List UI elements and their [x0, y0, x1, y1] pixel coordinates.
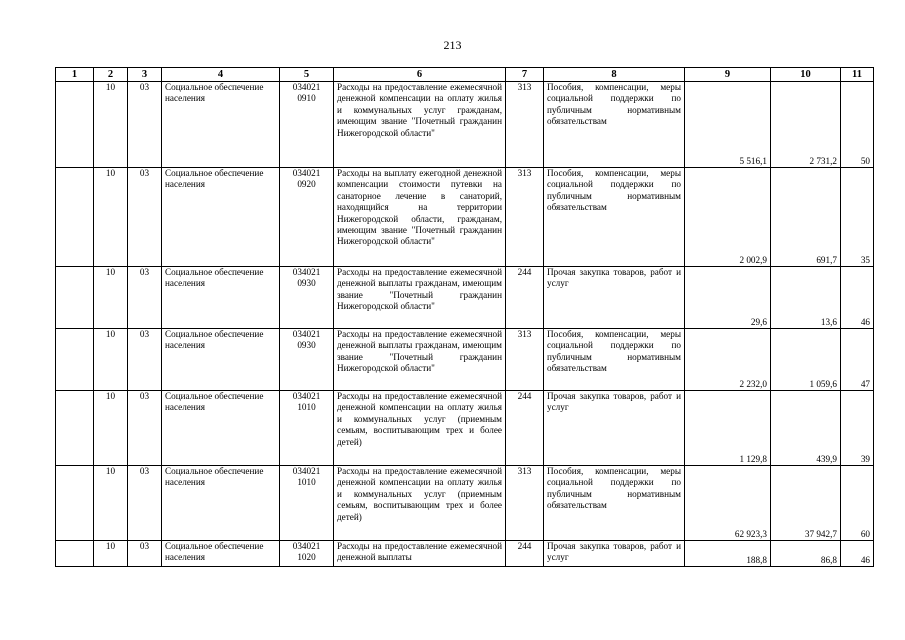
cell-section: 10 — [94, 82, 128, 168]
cell-section-name: Социальное обеспечение населения — [162, 267, 280, 329]
target-code-part2: 1010 — [297, 477, 316, 488]
page-number: 213 — [443, 38, 462, 52]
cell-expense-type: 313 — [506, 82, 544, 168]
cell-expense-type: 244 — [506, 391, 544, 466]
target-code-part2: 0930 — [297, 278, 316, 289]
cell-col1 — [56, 466, 94, 541]
cell-section-name: Социальное обеспечение населения — [162, 329, 280, 391]
target-code-part2: 1020 — [297, 552, 316, 563]
cell-target-code — [280, 466, 334, 541]
cell-expense-type: 313 — [506, 168, 544, 267]
table-row — [56, 466, 874, 541]
target-code-part1: 034021 — [292, 82, 321, 92]
cell-expense-name: Пособия, компенсации, меры социальной поддержки по публичным нормативным обязательствам — [544, 466, 685, 541]
cell-percent: 39 — [841, 391, 874, 466]
column-header: 1 — [56, 68, 94, 82]
cell-actual-amount: 691,7 — [771, 168, 841, 267]
cell-section: 10 — [94, 391, 128, 466]
column-header: 2 — [94, 68, 128, 82]
cell-expense-name: Прочая закупка товаров, работ и услуг — [544, 391, 685, 466]
cell-target-code — [280, 168, 334, 267]
target-code-part2: 1010 — [297, 402, 316, 413]
cell-plan-amount: 188,8 — [685, 541, 771, 567]
cell-section: 10 — [94, 267, 128, 329]
cell-subsection: 03 — [128, 329, 162, 391]
cell-col1 — [56, 329, 94, 391]
cell-col1 — [56, 541, 94, 567]
target-code-part1: 034021 — [292, 466, 321, 476]
cell-col1 — [56, 391, 94, 466]
cell-description: Расходы на предоставление ежемесячной денежной выплаты гражданам, имеющим звание "Почетный гражданин Нижегородской области" — [334, 329, 506, 391]
cell-subsection: 03 — [128, 168, 162, 267]
target-code-part1: 034021 — [292, 391, 321, 401]
cell-section: 10 — [94, 466, 128, 541]
cell-target-code — [280, 391, 334, 466]
table-row — [56, 168, 874, 267]
table-row — [56, 391, 874, 466]
cell-subsection: 03 — [128, 267, 162, 329]
cell-subsection: 03 — [128, 466, 162, 541]
cell-plan-amount: 62 923,3 — [685, 466, 771, 541]
cell-section: 10 — [94, 168, 128, 267]
table-row — [56, 541, 874, 567]
cell-section-name: Социальное обеспечение населения — [162, 82, 280, 168]
target-code-part1: 034021 — [292, 267, 321, 277]
budget-table — [55, 67, 874, 567]
target-code-part2: 0930 — [297, 340, 316, 351]
cell-subsection: 03 — [128, 541, 162, 567]
target-code-part2: 0920 — [297, 179, 316, 190]
cell-percent: 60 — [841, 466, 874, 541]
cell-description: Расходы на предоставление ежемесячной денежной компенсации на оплату жилья и коммунальных услуг (приемным семьям, воспитывающим трех и более детей) — [334, 391, 506, 466]
cell-section-name: Социальное обеспечение населения — [162, 541, 280, 567]
column-header: 4 — [162, 68, 280, 82]
cell-section-name: Социальное обеспечение населения — [162, 391, 280, 466]
cell-percent: 35 — [841, 168, 874, 267]
cell-percent: 46 — [841, 541, 874, 567]
column-header: 9 — [685, 68, 771, 82]
table-row — [56, 82, 874, 168]
cell-subsection: 03 — [128, 391, 162, 466]
column-header: 3 — [128, 68, 162, 82]
column-header: 5 — [280, 68, 334, 82]
target-code-part1: 034021 — [292, 541, 321, 551]
column-header: 8 — [544, 68, 685, 82]
cell-expense-name: Пособия, компенсации, меры социальной поддержки по публичным нормативным обязательствам — [544, 168, 685, 267]
target-code-part1: 034021 — [292, 168, 321, 178]
table-row — [56, 267, 874, 329]
cell-target-code — [280, 267, 334, 329]
cell-expense-type: 313 — [506, 329, 544, 391]
column-header: 6 — [334, 68, 506, 82]
cell-section: 10 — [94, 541, 128, 567]
cell-section: 10 — [94, 329, 128, 391]
cell-expense-type: 244 — [506, 267, 544, 329]
cell-expense-name: Пособия, компенсации, меры социальной поддержки по публичным нормативным обязательствам — [544, 82, 685, 168]
cell-actual-amount: 86,8 — [771, 541, 841, 567]
cell-expense-name: Прочая закупка товаров, работ и услуг — [544, 267, 685, 329]
cell-target-code — [280, 329, 334, 391]
cell-percent: 46 — [841, 267, 874, 329]
cell-plan-amount: 29,6 — [685, 267, 771, 329]
column-header: 11 — [841, 68, 874, 82]
table-row — [56, 329, 874, 391]
target-code-part1: 034021 — [292, 329, 321, 339]
cell-expense-type: 313 — [506, 466, 544, 541]
cell-actual-amount: 439,9 — [771, 391, 841, 466]
cell-description: Расходы на предоставление ежемесячной денежной выплаты — [334, 541, 506, 567]
target-code-part2: 0910 — [297, 93, 316, 104]
cell-description: Расходы на выплату ежегодной денежной компенсации стоимости путевки на санаторное лечение в санаторий, находящийся на территории Нижегородской области, гражданам, имеющим звание "Почетный гражданин Нижегородской области" — [334, 168, 506, 267]
cell-expense-type: 244 — [506, 541, 544, 567]
cell-plan-amount: 2 002,9 — [685, 168, 771, 267]
cell-section-name: Социальное обеспечение населения — [162, 168, 280, 267]
cell-expense-name: Пособия, компенсации, меры социальной поддержки по публичным нормативным обязательствам — [544, 329, 685, 391]
cell-target-code — [280, 82, 334, 168]
cell-actual-amount: 13,6 — [771, 267, 841, 329]
cell-col1 — [56, 82, 94, 168]
column-header: 10 — [771, 68, 841, 82]
cell-description: Расходы на предоставление ежемесячной денежной компенсации на оплату жилья и коммунальных услуг гражданам, имеющим звание "Почетный гражданин Нижегородской области" — [334, 82, 506, 168]
cell-expense-name: Прочая закупка товаров, работ и услуг — [544, 541, 685, 567]
cell-plan-amount: 2 232,0 — [685, 329, 771, 391]
cell-percent: 47 — [841, 329, 874, 391]
cell-section-name: Социальное обеспечение населения — [162, 466, 280, 541]
column-header-row — [56, 68, 874, 82]
cell-actual-amount: 37 942,7 — [771, 466, 841, 541]
cell-description: Расходы на предоставление ежемесячной денежной выплаты гражданам, имеющим звание "Почетный гражданин Нижегородской области" — [334, 267, 506, 329]
cell-percent: 50 — [841, 82, 874, 168]
cell-target-code — [280, 541, 334, 567]
column-header: 7 — [506, 68, 544, 82]
cell-col1 — [56, 267, 94, 329]
cell-plan-amount: 1 129,8 — [685, 391, 771, 466]
cell-col1 — [56, 168, 94, 267]
cell-subsection: 03 — [128, 82, 162, 168]
cell-actual-amount: 1 059,6 — [771, 329, 841, 391]
cell-plan-amount: 5 516,1 — [685, 82, 771, 168]
cell-actual-amount: 2 731,2 — [771, 82, 841, 168]
cell-description: Расходы на предоставление ежемесячной денежной компенсации на оплату жилья и коммунальных услуг (приемным семьям, воспитывающим трех и более детей) — [334, 466, 506, 541]
